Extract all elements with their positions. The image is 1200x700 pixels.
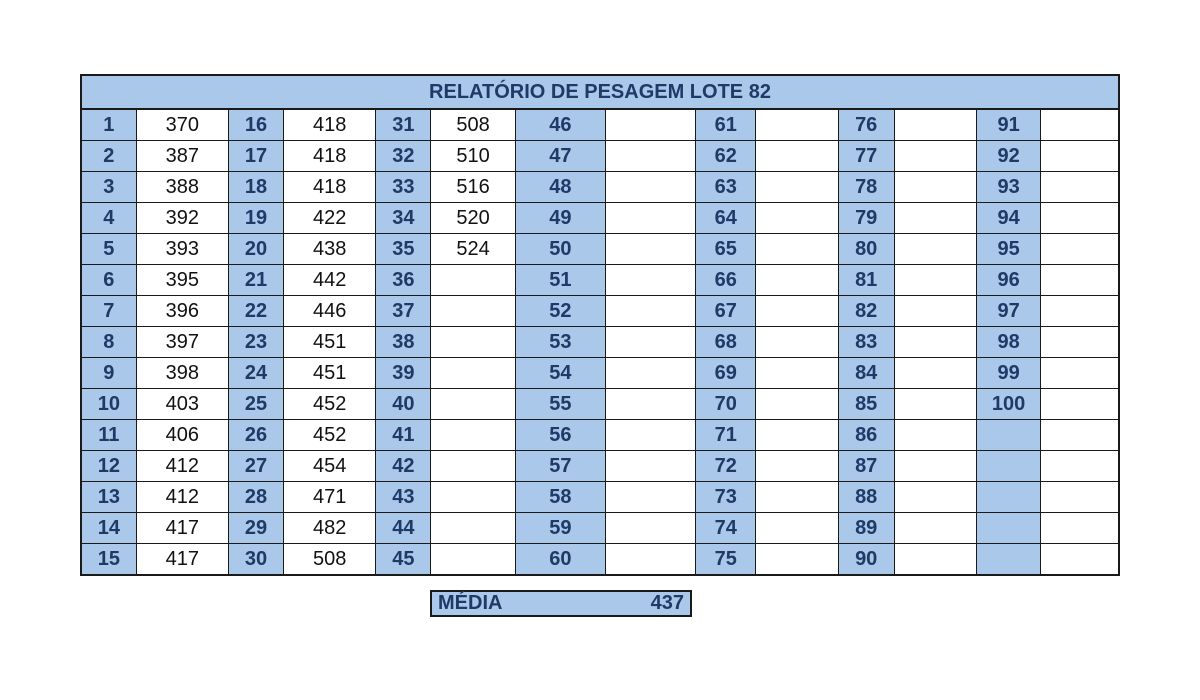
weight-cell: [894, 296, 976, 327]
report-title: RELATÓRIO DE PESAGEM LOTE 82: [81, 75, 1119, 109]
weight-cell: [605, 296, 695, 327]
weight-cell: [431, 265, 515, 296]
weight-cell: [894, 420, 976, 451]
weight-cell: 442: [284, 265, 376, 296]
row-number-cell: 22: [228, 296, 283, 327]
weight-cell: [605, 234, 695, 265]
row-number-cell: [977, 451, 1041, 482]
weight-cell: [894, 109, 976, 141]
row-number-cell: 37: [376, 296, 431, 327]
row-number-cell: 25: [228, 389, 283, 420]
row-number-cell: 29: [228, 513, 283, 544]
weight-cell: [431, 389, 515, 420]
table-row: [81, 234, 1119, 265]
row-number-cell: 53: [515, 327, 605, 358]
row-number-cell: 24: [228, 358, 283, 389]
row-number-cell: 38: [376, 327, 431, 358]
weight-cell: [894, 265, 976, 296]
table-row: [81, 420, 1119, 451]
row-number-cell: 71: [696, 420, 756, 451]
weight-cell: [756, 482, 838, 513]
table-row: [81, 482, 1119, 513]
weight-cell: 446: [284, 296, 376, 327]
weight-cell: [605, 389, 695, 420]
weight-cell: 454: [284, 451, 376, 482]
row-number-cell: 79: [838, 203, 894, 234]
weight-cell: 406: [136, 420, 228, 451]
weight-cell: [605, 482, 695, 513]
row-number-cell: 57: [515, 451, 605, 482]
weight-cell: 417: [136, 513, 228, 544]
weight-cell: [756, 141, 838, 172]
row-number-cell: 3: [81, 172, 136, 203]
weight-cell: [756, 296, 838, 327]
weight-cell: [756, 544, 838, 576]
row-number-cell: 20: [228, 234, 283, 265]
row-number-cell: 55: [515, 389, 605, 420]
weight-cell: [1041, 389, 1119, 420]
table-row: [81, 265, 1119, 296]
row-number-cell: 64: [696, 203, 756, 234]
weight-cell: [605, 109, 695, 141]
weight-cell: 412: [136, 482, 228, 513]
average-box: [430, 590, 692, 617]
row-number-cell: 35: [376, 234, 431, 265]
weight-cell: [1041, 451, 1119, 482]
weight-cell: [756, 265, 838, 296]
row-number-cell: 85: [838, 389, 894, 420]
row-number-cell: 56: [515, 420, 605, 451]
row-number-cell: 99: [977, 358, 1041, 389]
weight-cell: [894, 389, 976, 420]
table-row: [81, 109, 1119, 141]
weight-cell: [431, 482, 515, 513]
weight-cell: [1041, 420, 1119, 451]
row-number-cell: 19: [228, 203, 283, 234]
row-number-cell: 2: [81, 141, 136, 172]
weight-cell: 508: [431, 109, 515, 141]
weight-cell: [756, 513, 838, 544]
weight-cell: 524: [431, 234, 515, 265]
row-number-cell: 93: [977, 172, 1041, 203]
weight-cell: 418: [284, 172, 376, 203]
weight-cell: [894, 482, 976, 513]
weight-cell: 510: [431, 141, 515, 172]
average-value: 437: [650, 592, 684, 614]
weight-cell: [1041, 203, 1119, 234]
weight-cell: [756, 389, 838, 420]
row-number-cell: 12: [81, 451, 136, 482]
row-number-cell: 68: [696, 327, 756, 358]
weight-cell: [431, 544, 515, 576]
row-number-cell: 50: [515, 234, 605, 265]
weighing-report: [80, 74, 1120, 576]
row-number-cell: 67: [696, 296, 756, 327]
row-number-cell: 86: [838, 420, 894, 451]
weight-cell: [1041, 109, 1119, 141]
weight-cell: 451: [284, 327, 376, 358]
row-number-cell: 40: [376, 389, 431, 420]
row-number-cell: 46: [515, 109, 605, 141]
weight-cell: [756, 327, 838, 358]
weight-cell: [431, 513, 515, 544]
row-number-cell: 63: [696, 172, 756, 203]
row-number-cell: 36: [376, 265, 431, 296]
table-row: [81, 296, 1119, 327]
table-row: [81, 389, 1119, 420]
row-number-cell: 11: [81, 420, 136, 451]
row-number-cell: 77: [838, 141, 894, 172]
weight-cell: 388: [136, 172, 228, 203]
weight-cell: [605, 358, 695, 389]
row-number-cell: 54: [515, 358, 605, 389]
row-number-cell: 72: [696, 451, 756, 482]
row-number-cell: 10: [81, 389, 136, 420]
row-number-cell: 17: [228, 141, 283, 172]
weight-cell: [756, 109, 838, 141]
weight-cell: 397: [136, 327, 228, 358]
weight-cell: [605, 544, 695, 576]
weight-cell: 520: [431, 203, 515, 234]
row-number-cell: 66: [696, 265, 756, 296]
average-label: MÉDIA: [438, 592, 503, 614]
row-number-cell: 13: [81, 482, 136, 513]
row-number-cell: 27: [228, 451, 283, 482]
weight-cell: [605, 451, 695, 482]
weight-cell: [431, 358, 515, 389]
weight-cell: [1041, 234, 1119, 265]
table-body: [81, 109, 1119, 575]
row-number-cell: 58: [515, 482, 605, 513]
row-number-cell: 81: [838, 265, 894, 296]
weight-cell: 392: [136, 203, 228, 234]
row-number-cell: 51: [515, 265, 605, 296]
weight-cell: 452: [284, 389, 376, 420]
weight-cell: [431, 296, 515, 327]
weight-cell: 471: [284, 482, 376, 513]
row-number-cell: 95: [977, 234, 1041, 265]
weight-cell: [1041, 265, 1119, 296]
weight-cell: [605, 203, 695, 234]
row-number-cell: 47: [515, 141, 605, 172]
weight-cell: [894, 172, 976, 203]
row-number-cell: 78: [838, 172, 894, 203]
row-number-cell: 45: [376, 544, 431, 576]
row-number-cell: 6: [81, 265, 136, 296]
row-number-cell: 70: [696, 389, 756, 420]
weight-cell: 418: [284, 109, 376, 141]
table-row: [81, 451, 1119, 482]
weight-cell: [1041, 544, 1119, 576]
row-number-cell: 15: [81, 544, 136, 576]
row-number-cell: 23: [228, 327, 283, 358]
row-number-cell: 92: [977, 141, 1041, 172]
weight-cell: [1041, 296, 1119, 327]
weight-cell: [894, 451, 976, 482]
weight-cell: [756, 172, 838, 203]
row-number-cell: 75: [696, 544, 756, 576]
weight-cell: 403: [136, 389, 228, 420]
weight-cell: [431, 327, 515, 358]
row-number-cell: 88: [838, 482, 894, 513]
weight-cell: 398: [136, 358, 228, 389]
row-number-cell: 87: [838, 451, 894, 482]
row-number-cell: 31: [376, 109, 431, 141]
row-number-cell: 65: [696, 234, 756, 265]
row-number-cell: 76: [838, 109, 894, 141]
weight-cell: 452: [284, 420, 376, 451]
row-number-cell: 8: [81, 327, 136, 358]
row-number-cell: 100: [977, 389, 1041, 420]
weight-cell: [1041, 513, 1119, 544]
weight-cell: [756, 203, 838, 234]
weight-cell: 393: [136, 234, 228, 265]
weight-cell: 508: [284, 544, 376, 576]
row-number-cell: 74: [696, 513, 756, 544]
weight-cell: [894, 141, 976, 172]
table-row: [81, 141, 1119, 172]
row-number-cell: [977, 482, 1041, 513]
weight-cell: [1041, 358, 1119, 389]
row-number-cell: 5: [81, 234, 136, 265]
weight-cell: [756, 358, 838, 389]
row-number-cell: 39: [376, 358, 431, 389]
table-row: [81, 327, 1119, 358]
weight-cell: [1041, 141, 1119, 172]
table-row: [81, 544, 1119, 576]
weight-cell: [894, 234, 976, 265]
row-number-cell: [977, 420, 1041, 451]
weight-cell: [605, 513, 695, 544]
weight-cell: [894, 358, 976, 389]
row-number-cell: 1: [81, 109, 136, 141]
weight-cell: 418: [284, 141, 376, 172]
row-number-cell: 82: [838, 296, 894, 327]
weight-cell: [605, 420, 695, 451]
row-number-cell: 42: [376, 451, 431, 482]
weight-cell: [431, 451, 515, 482]
row-number-cell: 32: [376, 141, 431, 172]
weight-cell: [605, 141, 695, 172]
row-number-cell: 52: [515, 296, 605, 327]
weight-cell: [431, 420, 515, 451]
row-number-cell: 90: [838, 544, 894, 576]
row-number-cell: 89: [838, 513, 894, 544]
row-number-cell: 33: [376, 172, 431, 203]
weight-cell: 451: [284, 358, 376, 389]
table-row: [81, 513, 1119, 544]
row-number-cell: 80: [838, 234, 894, 265]
row-number-cell: [977, 513, 1041, 544]
weight-cell: [1041, 172, 1119, 203]
row-number-cell: 94: [977, 203, 1041, 234]
weight-cell: 395: [136, 265, 228, 296]
weight-cell: 370: [136, 109, 228, 141]
row-number-cell: [977, 544, 1041, 576]
row-number-cell: 96: [977, 265, 1041, 296]
row-number-cell: 41: [376, 420, 431, 451]
title-row: [81, 75, 1119, 109]
weight-cell: [756, 420, 838, 451]
weight-cell: 438: [284, 234, 376, 265]
row-number-cell: 4: [81, 203, 136, 234]
row-number-cell: 26: [228, 420, 283, 451]
weight-cell: [1041, 482, 1119, 513]
weight-cell: 412: [136, 451, 228, 482]
row-number-cell: 9: [81, 358, 136, 389]
row-number-cell: 28: [228, 482, 283, 513]
row-number-cell: 34: [376, 203, 431, 234]
weight-cell: [894, 513, 976, 544]
row-number-cell: 98: [977, 327, 1041, 358]
row-number-cell: 83: [838, 327, 894, 358]
weight-cell: 387: [136, 141, 228, 172]
table-row: [81, 203, 1119, 234]
weight-cell: [756, 451, 838, 482]
row-number-cell: 69: [696, 358, 756, 389]
row-number-cell: 7: [81, 296, 136, 327]
weight-cell: [894, 544, 976, 576]
row-number-cell: 61: [696, 109, 756, 141]
row-number-cell: 30: [228, 544, 283, 576]
row-number-cell: 91: [977, 109, 1041, 141]
row-number-cell: 84: [838, 358, 894, 389]
weight-cell: [605, 265, 695, 296]
weight-cell: 417: [136, 544, 228, 576]
weight-cell: [894, 203, 976, 234]
row-number-cell: 18: [228, 172, 283, 203]
weight-cell: [1041, 327, 1119, 358]
weight-cell: 516: [431, 172, 515, 203]
weight-cell: [756, 234, 838, 265]
row-number-cell: 43: [376, 482, 431, 513]
table-row: [81, 172, 1119, 203]
weight-cell: 396: [136, 296, 228, 327]
weight-cell: [894, 327, 976, 358]
row-number-cell: 60: [515, 544, 605, 576]
row-number-cell: 73: [696, 482, 756, 513]
weight-cell: [605, 327, 695, 358]
row-number-cell: 48: [515, 172, 605, 203]
row-number-cell: 14: [81, 513, 136, 544]
row-number-cell: 21: [228, 265, 283, 296]
row-number-cell: 59: [515, 513, 605, 544]
weight-cell: [605, 172, 695, 203]
weight-cell: 482: [284, 513, 376, 544]
row-number-cell: 44: [376, 513, 431, 544]
table-row: [81, 358, 1119, 389]
row-number-cell: 49: [515, 203, 605, 234]
weighing-table: [80, 74, 1120, 576]
row-number-cell: 16: [228, 109, 283, 141]
weight-cell: 422: [284, 203, 376, 234]
row-number-cell: 62: [696, 141, 756, 172]
row-number-cell: 97: [977, 296, 1041, 327]
